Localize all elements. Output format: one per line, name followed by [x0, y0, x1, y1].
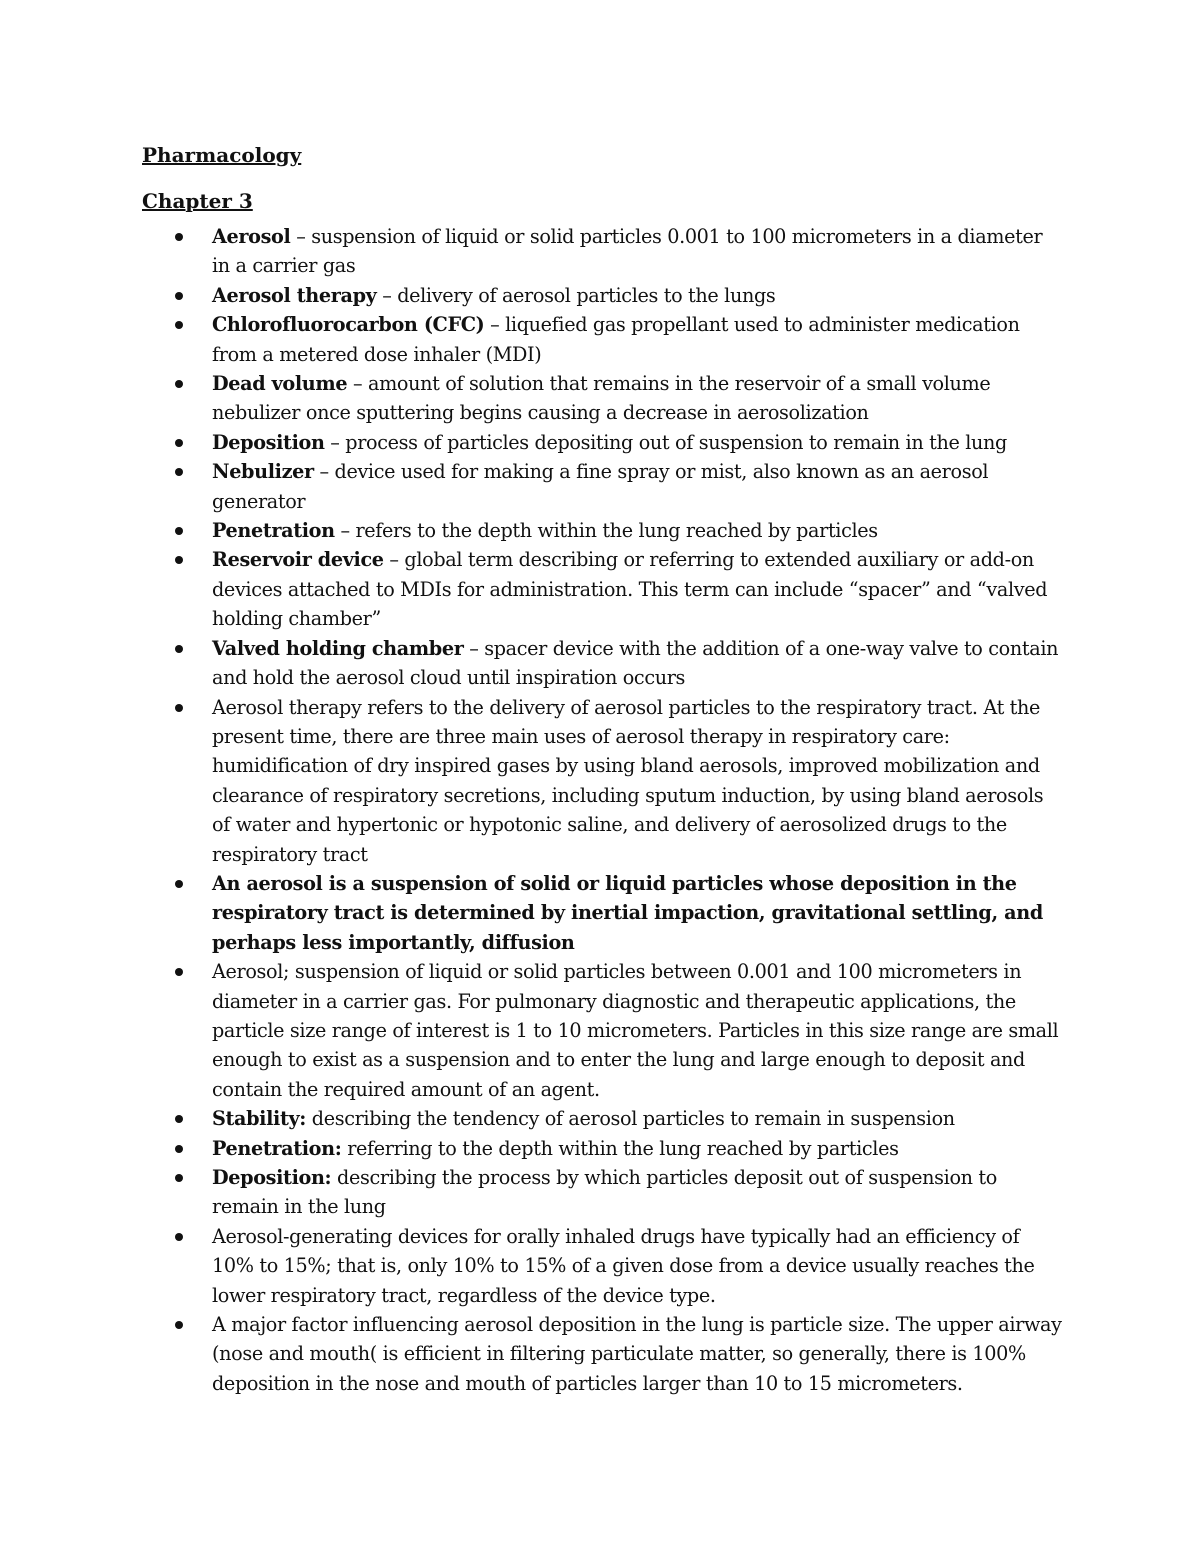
- list-item: [142, 222, 1062, 281]
- chapter-heading: Chapter 3: [142, 189, 253, 213]
- item-term: Aerosol: [212, 225, 291, 248]
- item-text: Aerosol; suspension of liquid or solid particles between 0.001 and 100 micrometers in diameter in a carrier gas. For pulmonary diagnostic and therapeutic applications, the particle size range of interest is 1 to 10 micrometers. Particles in this size range are small enough to exist as a suspension and to enter the lung and large enough to deposit and contain the required amount of an agent.: [212, 960, 1059, 1101]
- document-body: [142, 140, 1062, 1398]
- bullet-icon: [175, 556, 183, 564]
- bullet-icon: [175, 292, 183, 300]
- list-item: [142, 1134, 1062, 1163]
- list-item: [142, 869, 1062, 957]
- item-text: – delivery of aerosol particles to the lungs: [376, 283, 776, 307]
- item-text: describing the process by which particles deposit out of suspension to remain in the lung: [212, 1166, 997, 1219]
- list-item: [142, 281, 1062, 310]
- bullet-icon: [175, 439, 183, 447]
- item-text: referring to the depth within the lung reached by particles: [341, 1136, 899, 1160]
- item-term: Deposition: [212, 430, 325, 454]
- item-term: Penetration: [212, 519, 335, 543]
- list-item: [142, 1163, 1062, 1222]
- list-item: [142, 428, 1062, 457]
- bullet-icon: [175, 1115, 183, 1123]
- list-item: [142, 310, 1062, 369]
- list-item: [142, 1222, 1062, 1310]
- item-term: Stability:: [212, 1107, 307, 1131]
- bullet-icon: [175, 468, 183, 476]
- item-text: A major factor influencing aerosol deposition in the lung is particle size. The upper airway (nose and mouth( is efficient in filtering particulate matter, so generally, there is 100% deposition in the nose and mouth of particles larger than 10 to 15 micrometers.: [212, 1313, 1062, 1395]
- bullet-icon: [175, 704, 183, 712]
- list-item: [142, 369, 1062, 428]
- item-term: Aerosol therapy: [212, 283, 377, 307]
- bullet-icon: [175, 380, 183, 388]
- list-item: [142, 1104, 1062, 1133]
- item-text: Aerosol-generating devices for orally inhaled drugs have typically had an efficiency of 10% to 15%; that is, only 10% to 15% of a given dose from a device usually reaches the lower respiratory tract, regardless of the device type.: [212, 1224, 1035, 1307]
- item-text: – device used for making a fine spray or mist, also known as an aerosol generator: [212, 460, 989, 513]
- bullet-icon: [175, 880, 183, 888]
- bullet-icon: [175, 527, 183, 535]
- list-item: [142, 957, 1062, 1104]
- item-text: – amount of solution that remains in the reservoir of a small volume nebulizer once sputtering begins causing a decrease in aerosolization: [212, 372, 991, 425]
- item-term: Deposition:: [212, 1166, 332, 1189]
- bullet-icon: [175, 645, 183, 653]
- item-text: – liquefied gas propellant used to administer medication from a metered dose inhaler (MDI): [212, 313, 1020, 366]
- list-item: [142, 1310, 1062, 1398]
- list-item: [142, 516, 1062, 545]
- bullet-icon: [175, 1174, 183, 1182]
- notes-list: [142, 222, 1062, 1398]
- document-title: Pharmacology: [142, 143, 302, 167]
- item-term: Nebulizer: [212, 460, 314, 484]
- bullet-icon: [175, 968, 183, 976]
- item-text: describing the tendency of aerosol particles to remain in suspension: [306, 1107, 955, 1131]
- item-text: – global term describing or referring to extended auxiliary or add-on devices attached to MDIs for administration. This term can include “spacer” and “valved holding chamber”: [212, 548, 1048, 631]
- item-term: Reservoir device: [212, 548, 384, 572]
- bullet-icon: [175, 321, 183, 329]
- bullet-icon: [175, 1145, 183, 1153]
- item-term: Valved holding chamber: [212, 636, 464, 660]
- list-item: [142, 545, 1062, 633]
- item-text: – process of particles depositing out of suspension to remain in the lung: [324, 430, 1007, 454]
- list-item: [142, 693, 1062, 869]
- item-term: Chlorofluorocarbon (CFC): [212, 313, 485, 337]
- list-item: [142, 457, 1062, 516]
- item-text: Aerosol therapy refers to the delivery of aerosol particles to the respiratory tract. At the present time, there are three main uses of aerosol therapy in respiratory care: humidification of dry inspired gases by using bland aerosols, improved mobilization and clearance of respiratory secretions, including sputum induction, by using bland aerosols of water and hypertonic or hypotonic saline, and delivery of aerosolized drugs to the respiratory tract: [212, 695, 1044, 866]
- item-text: – refers to the depth within the lung reached by particles: [334, 519, 878, 543]
- list-item: [142, 634, 1062, 693]
- item-term: Dead volume: [212, 372, 348, 396]
- item-text: – suspension of liquid or solid particles 0.001 to 100 micrometers in a diameter in a carrier gas: [212, 225, 1043, 278]
- bullet-icon: [175, 233, 183, 241]
- bullet-icon: [175, 1233, 183, 1241]
- item-text: An aerosol is a suspension of solid or liquid particles whose deposition in the respiratory tract is determined by inertial impaction, gravitational settling, and perhaps less importantly, diffusion: [212, 871, 1043, 954]
- item-term: Penetration:: [212, 1136, 342, 1160]
- bullet-icon: [175, 1321, 183, 1329]
- item-text: – spacer device with the addition of a one-way valve to contain and hold the aerosol cloud until inspiration occurs: [212, 636, 1059, 690]
